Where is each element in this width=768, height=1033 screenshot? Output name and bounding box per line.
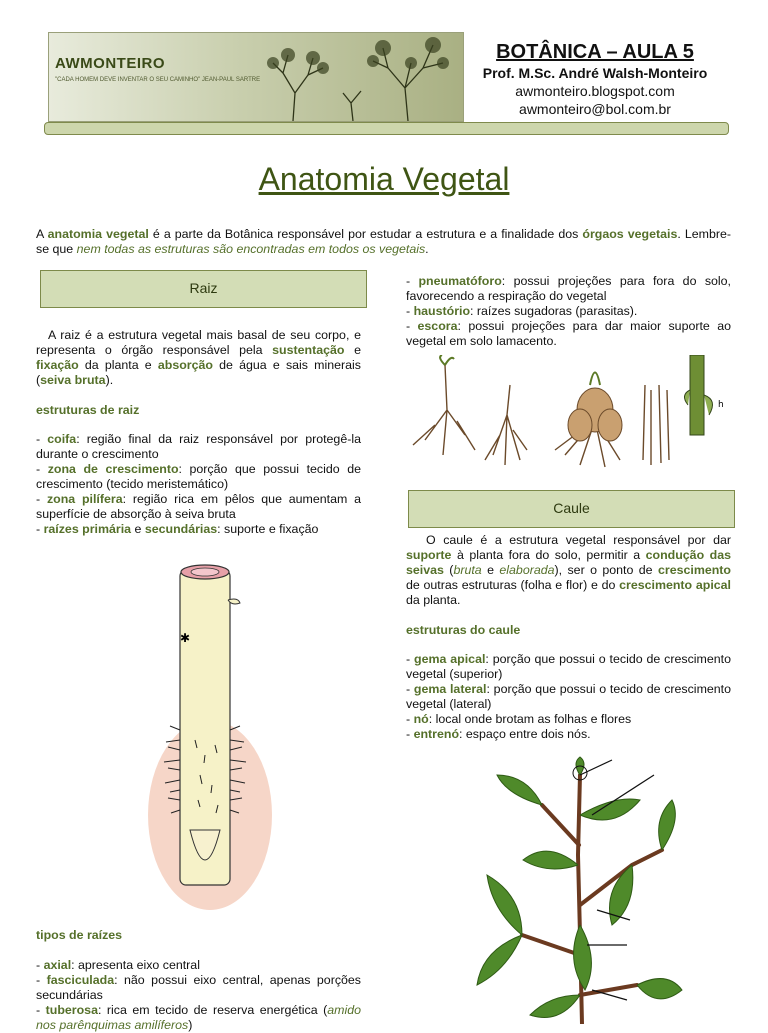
- svg-text:✱: ✱: [180, 631, 191, 645]
- professor-name: Prof. M.Sc. André Walsh-Monteiro: [482, 65, 708, 81]
- blog-link[interactable]: awmonteiro.blogspot.com: [515, 83, 675, 99]
- trees-illustration: [233, 33, 463, 121]
- stem-structures-illustration: [462, 755, 692, 1024]
- list-item: - zona de crescimento: porção que possui tecido de crescimento (tecido meristemático): [36, 462, 361, 491]
- header-divider-bar: [44, 122, 729, 135]
- banner-title: AWMONTEIRO: [55, 55, 165, 72]
- list-item: - tuberosa: rica em tecido de reserva energética (amido nos parênquimas amilíferos): [36, 1003, 361, 1032]
- header-banner: [48, 32, 464, 122]
- raiz-estruturas-title: estruturas de raiz: [36, 403, 140, 417]
- caule-description: O caule é a estrutura vegetal responsável por dar suporte à planta fora do solo, permitir a condução das seivas (bruta e elaborada), ser o ponto de crescimento de outras estruturas (folha e flor) e do crescimento apical da planta.: [406, 533, 731, 607]
- root-types-illustration: [405, 355, 730, 475]
- section-heading-caule: Caule: [408, 490, 735, 528]
- list-item: - raízes primária e secundárias: suporte e fixação: [36, 522, 319, 536]
- caule-estruturas-list: [406, 652, 731, 742]
- section-heading-raiz: Raiz: [40, 270, 367, 308]
- list-item: - escora: possui projeções para dar maior suporte ao vegetal em solo lamacento.: [406, 319, 731, 348]
- list-item: - coifa: região final da raiz responsável por protegê-la durante o crescimento: [36, 432, 361, 461]
- caule-estruturas-title: estruturas do caule: [406, 623, 521, 637]
- list-item: - pneumatóforo: possui projeções para fora do solo, favorecendo a respiração do vegetal: [406, 274, 731, 303]
- list-item: - gema apical: porção que possui o tecido de crescimento vegetal (superior): [406, 652, 731, 681]
- raiz-tipos-list: [36, 958, 361, 1033]
- raiz-tipos-continued: [406, 274, 731, 349]
- list-item: - nó: local onde brotam as folhas e flores: [406, 712, 632, 726]
- list-item: - axial: apresenta eixo central: [36, 958, 200, 972]
- list-item: - entrenó: espaço entre dois nós.: [406, 727, 591, 741]
- list-item: - zona pilífera: região rica em pêlos que aumentam a superfície de absorção à seiva bruta: [36, 492, 361, 521]
- root-zones-illustration: [140, 560, 280, 910]
- label-h: h: [718, 400, 724, 410]
- raiz-estruturas-list: [36, 432, 361, 537]
- raiz-description: A raiz é a estrutura vegetal mais basal de seu corpo, e representa o órgão responsável pela sustentação e fixação da planta e absorção de água e sais minerais (seiva bruta).: [36, 328, 362, 387]
- banner-motto: "CADA HOMEM DEVE INVENTAR O SEU CAMINHO" JEAN-PAUL SARTRE: [55, 77, 261, 83]
- list-item: - haustório: raízes sugadoras (parasitas).: [406, 304, 638, 318]
- list-item: - fasciculada: não possui eixo central, apenas porções secundárias: [36, 973, 361, 1002]
- list-item: - gema lateral: porção que possui o tecido de crescimento vegetal (lateral): [406, 682, 732, 711]
- page-title: Anatomia Vegetal: [258, 161, 510, 197]
- email-link[interactable]: awmonteiro@bol.com.br: [519, 101, 671, 117]
- intro-paragraph: A anatomia vegetal é a parte da Botânica responsável por estudar a estrutura e a finalidade dos órgaos vegetais. Lembre-se que nem todas as estruturas são encontradas em todos os vegetais.: [36, 227, 731, 256]
- course-title: BOTÂNICA – AULA 5: [496, 41, 694, 63]
- raiz-tipos-title: tipos de raízes: [36, 928, 123, 942]
